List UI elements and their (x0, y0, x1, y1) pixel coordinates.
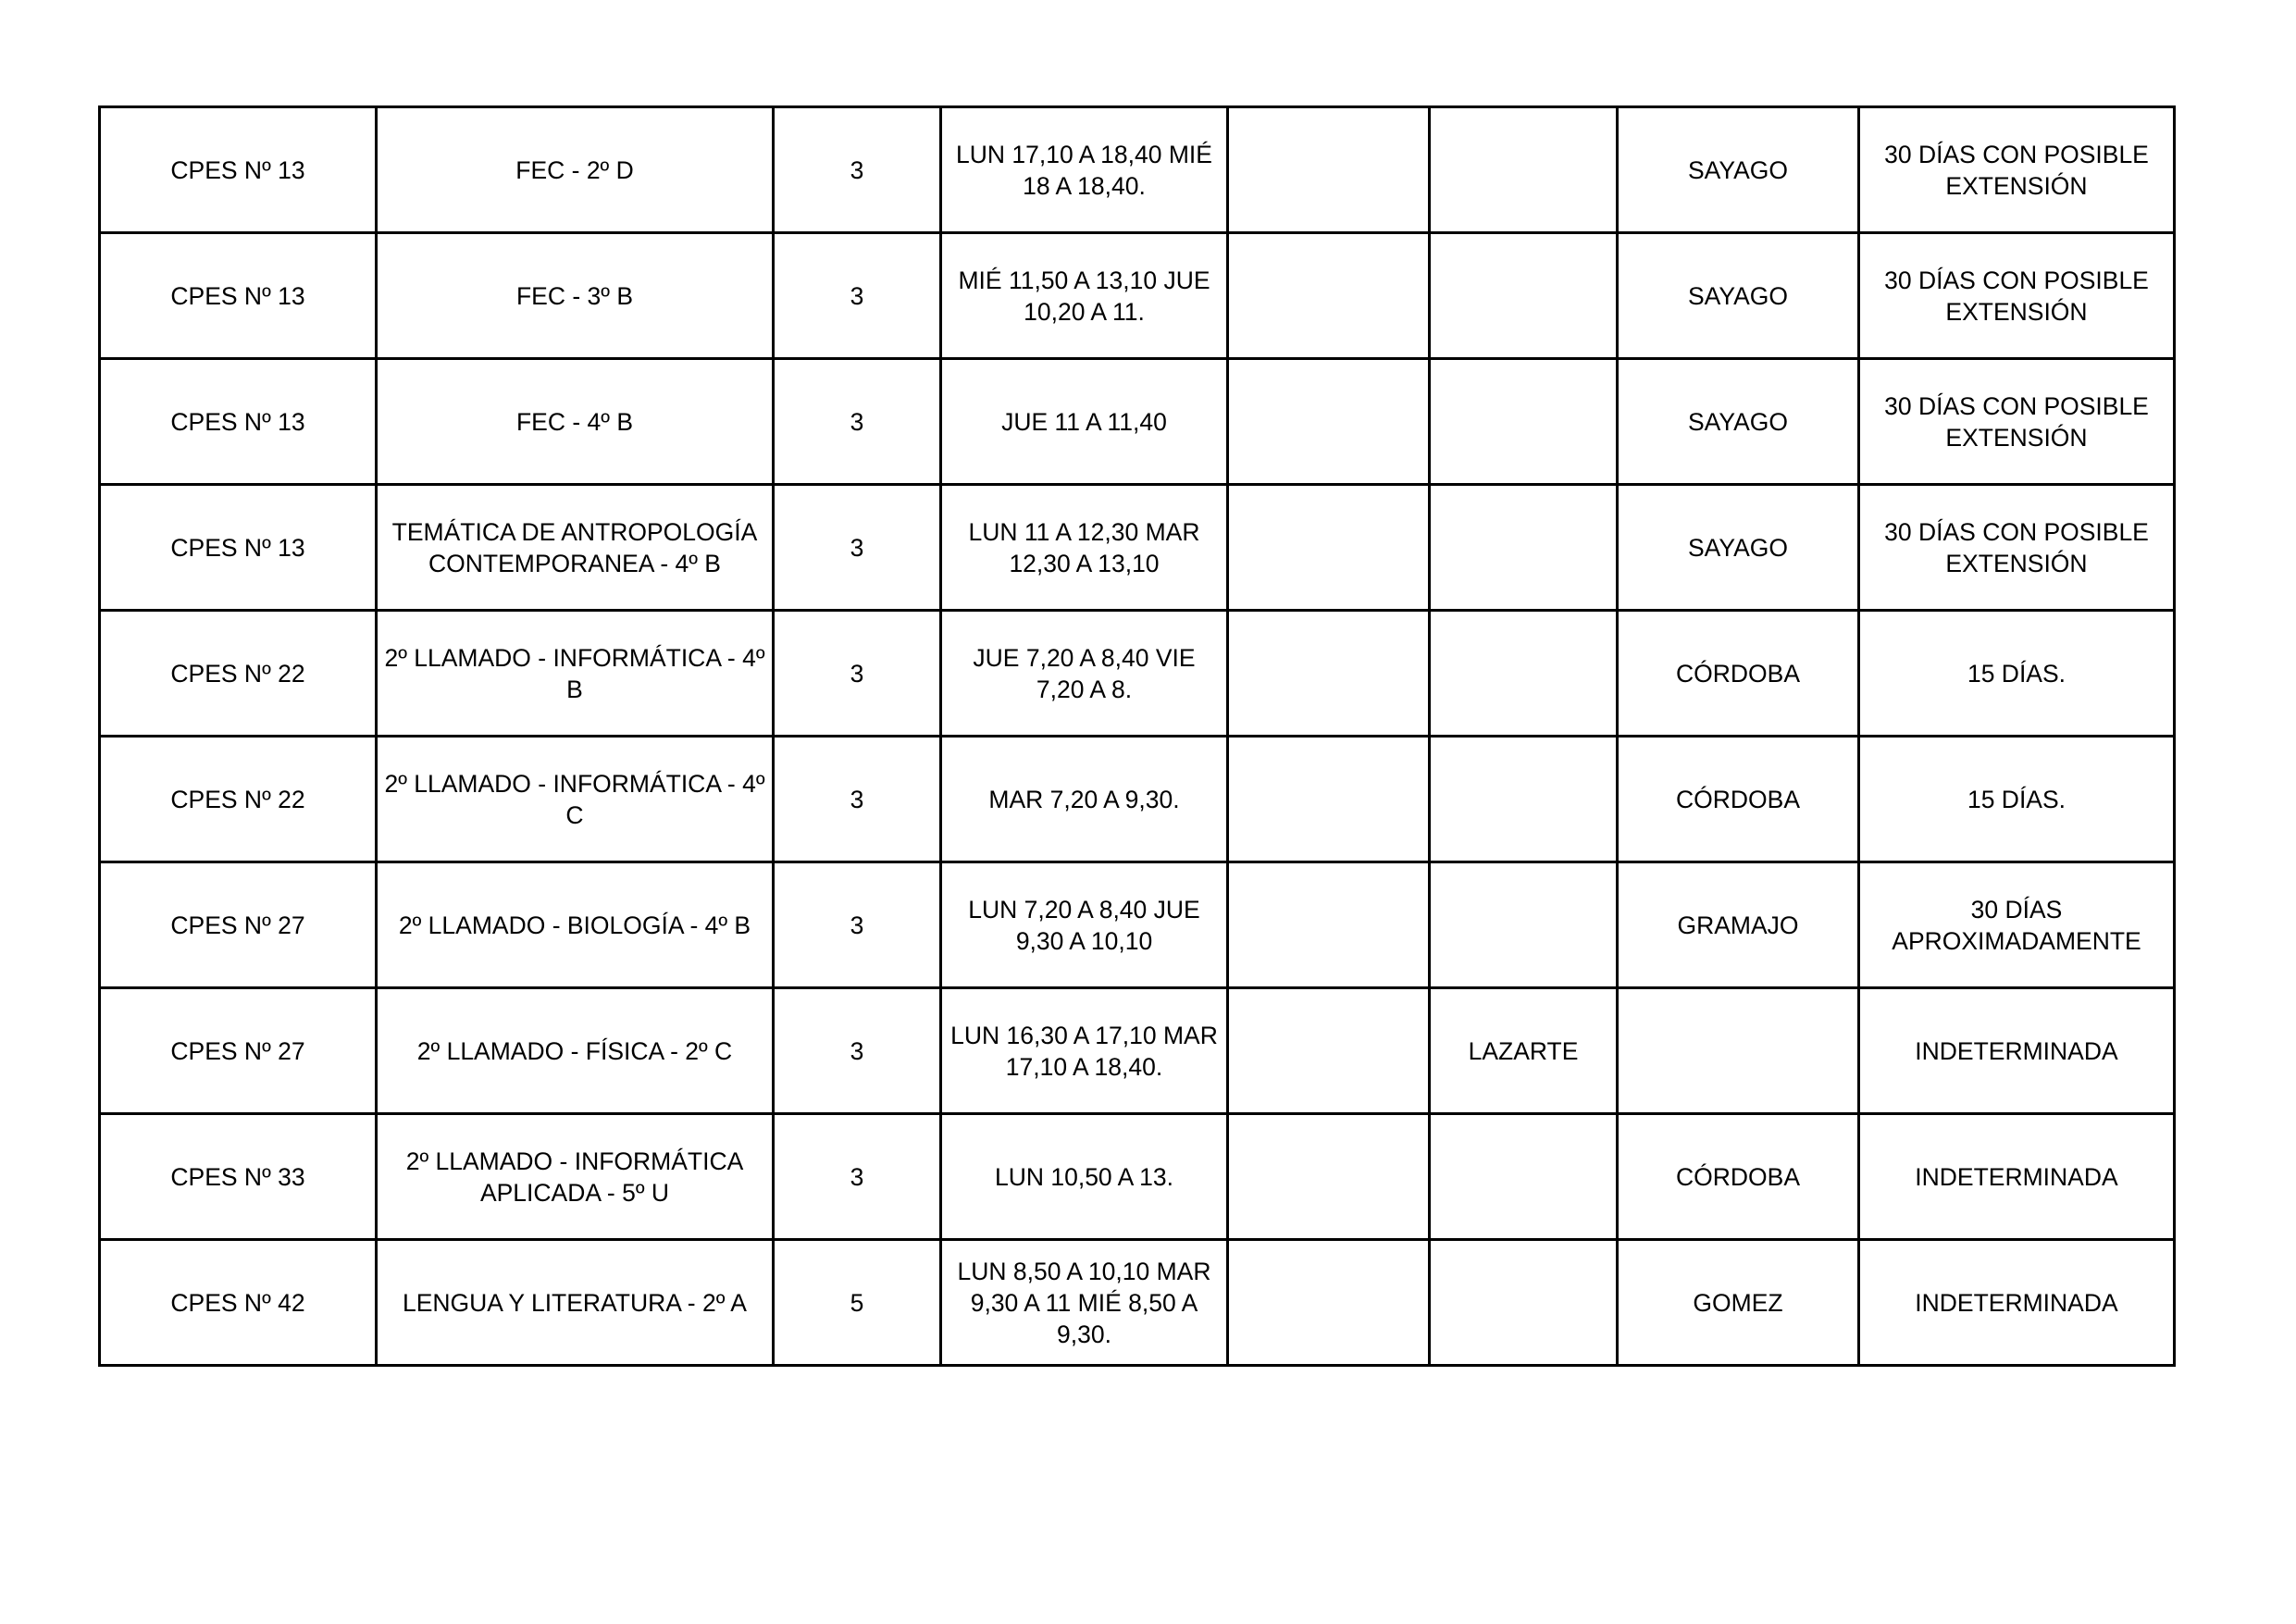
teacher-cell: SAYAGO (1618, 233, 1859, 359)
blank-cell-a (1228, 107, 1430, 233)
subject-cell: FEC - 2º D (377, 107, 774, 233)
duration-cell: 30 DÍAS CON POSIBLE EXTENSIÓN (1859, 359, 2175, 485)
teacher-cell: SAYAGO (1618, 359, 1859, 485)
duration-cell: 30 DÍAS CON POSIBLE EXTENSIÓN (1859, 485, 2175, 611)
blank-cell-a (1228, 1114, 1430, 1240)
teacher-cell: SAYAGO (1618, 107, 1859, 233)
schedule-cell: LUN 17,10 A 18,40 MIÉ 18 A 18,40. (941, 107, 1228, 233)
schedule-cell: LUN 16,30 A 17,10 MAR 17,10 A 18,40. (941, 988, 1228, 1114)
table-row (100, 359, 2175, 485)
table-row (100, 107, 2175, 233)
candidate-cell (1430, 1240, 1618, 1366)
duration-cell: INDETERMINADA (1859, 1240, 2175, 1366)
duration-cell: INDETERMINADA (1859, 988, 2175, 1114)
blank-cell-a (1228, 485, 1430, 611)
institution-cell: CPES Nº 22 (100, 611, 377, 737)
table-row (100, 485, 2175, 611)
institution-cell: CPES Nº 13 (100, 485, 377, 611)
schedule-cell: LUN 10,50 A 13. (941, 1114, 1228, 1240)
teacher-cell: GRAMAJO (1618, 862, 1859, 988)
teacher-cell: SAYAGO (1618, 485, 1859, 611)
teacher-cell: GOMEZ (1618, 1240, 1859, 1366)
hours-cell: 3 (774, 988, 941, 1114)
duration-cell: 15 DÍAS. (1859, 611, 2175, 737)
hours-cell: 3 (774, 359, 941, 485)
duration-cell: 30 DÍAS CON POSIBLE EXTENSIÓN (1859, 233, 2175, 359)
table-row (100, 862, 2175, 988)
teacher-cell: CÓRDOBA (1618, 611, 1859, 737)
institution-cell: CPES Nº 22 (100, 737, 377, 862)
institution-cell: CPES Nº 13 (100, 359, 377, 485)
duration-cell: 15 DÍAS. (1859, 737, 2175, 862)
schedule-cell: JUE 7,20 A 8,40 VIE 7,20 A 8. (941, 611, 1228, 737)
table-row (100, 233, 2175, 359)
institution-cell: CPES Nº 13 (100, 233, 377, 359)
subject-cell: 2º LLAMADO - INFORMÁTICA - 4º C (377, 737, 774, 862)
candidate-cell (1430, 737, 1618, 862)
subject-cell: LENGUA Y LITERATURA - 2º A (377, 1240, 774, 1366)
hours-cell: 3 (774, 862, 941, 988)
institution-cell: CPES Nº 13 (100, 107, 377, 233)
schedule-cell: MIÉ 11,50 A 13,10 JUE 10,20 A 11. (941, 233, 1228, 359)
duration-cell: 30 DÍAS CON POSIBLE EXTENSIÓN (1859, 107, 2175, 233)
hours-cell: 3 (774, 611, 941, 737)
subject-cell: 2º LLAMADO - INFORMÁTICA - 4º B (377, 611, 774, 737)
blank-cell-a (1228, 988, 1430, 1114)
subject-cell: TEMÁTICA DE ANTROPOLOGÍA CONTEMPORANEA - 4º B (377, 485, 774, 611)
hours-cell: 3 (774, 233, 941, 359)
subject-cell: 2º LLAMADO - BIOLOGÍA - 4º B (377, 862, 774, 988)
table-row (100, 611, 2175, 737)
table-body (100, 107, 2175, 1366)
blank-cell-a (1228, 611, 1430, 737)
candidate-cell (1430, 359, 1618, 485)
blank-cell-a (1228, 1240, 1430, 1366)
teacher-cell: CÓRDOBA (1618, 737, 1859, 862)
hours-cell: 3 (774, 737, 941, 862)
candidate-cell (1430, 107, 1618, 233)
schedule-cell: LUN 11 A 12,30 MAR 12,30 A 13,10 (941, 485, 1228, 611)
schedule-cell: JUE 11 A 11,40 (941, 359, 1228, 485)
candidate-cell (1430, 233, 1618, 359)
candidate-cell (1430, 611, 1618, 737)
schedule-cell: LUN 7,20 A 8,40 JUE 9,30 A 10,10 (941, 862, 1228, 988)
subject-cell: FEC - 3º B (377, 233, 774, 359)
institution-cell: CPES Nº 33 (100, 1114, 377, 1240)
candidate-cell (1430, 485, 1618, 611)
schedule-cell: LUN 8,50 A 10,10 MAR 9,30 A 11 MIÉ 8,50 A 9,30. (941, 1240, 1228, 1366)
subject-cell: 2º LLAMADO - INFORMÁTICA APLICADA - 5º U (377, 1114, 774, 1240)
duration-cell: INDETERMINADA (1859, 1114, 2175, 1240)
table-row (100, 737, 2175, 862)
document-page (98, 105, 2173, 1367)
table-row (100, 1114, 2175, 1240)
institution-cell: CPES Nº 27 (100, 862, 377, 988)
blank-cell-a (1228, 737, 1430, 862)
candidate-cell: LAZARTE (1430, 988, 1618, 1114)
hours-cell: 3 (774, 1114, 941, 1240)
institution-cell: CPES Nº 42 (100, 1240, 377, 1366)
blank-cell-a (1228, 862, 1430, 988)
table-row (100, 1240, 2175, 1366)
blank-cell-a (1228, 233, 1430, 359)
blank-cell-a (1228, 359, 1430, 485)
teacher-cell (1618, 988, 1859, 1114)
candidate-cell (1430, 862, 1618, 988)
table-row (100, 988, 2175, 1114)
institution-cell: CPES Nº 27 (100, 988, 377, 1114)
hours-cell: 3 (774, 485, 941, 611)
subject-cell: FEC - 4º B (377, 359, 774, 485)
duration-cell: 30 DÍAS APROXIMADAMENTE (1859, 862, 2175, 988)
candidate-cell (1430, 1114, 1618, 1240)
hours-cell: 5 (774, 1240, 941, 1366)
schedule-cell: MAR 7,20 A 9,30. (941, 737, 1228, 862)
subject-cell: 2º LLAMADO - FÍSICA - 2º C (377, 988, 774, 1114)
vacancy-table (98, 105, 2176, 1367)
teacher-cell: CÓRDOBA (1618, 1114, 1859, 1240)
hours-cell: 3 (774, 107, 941, 233)
